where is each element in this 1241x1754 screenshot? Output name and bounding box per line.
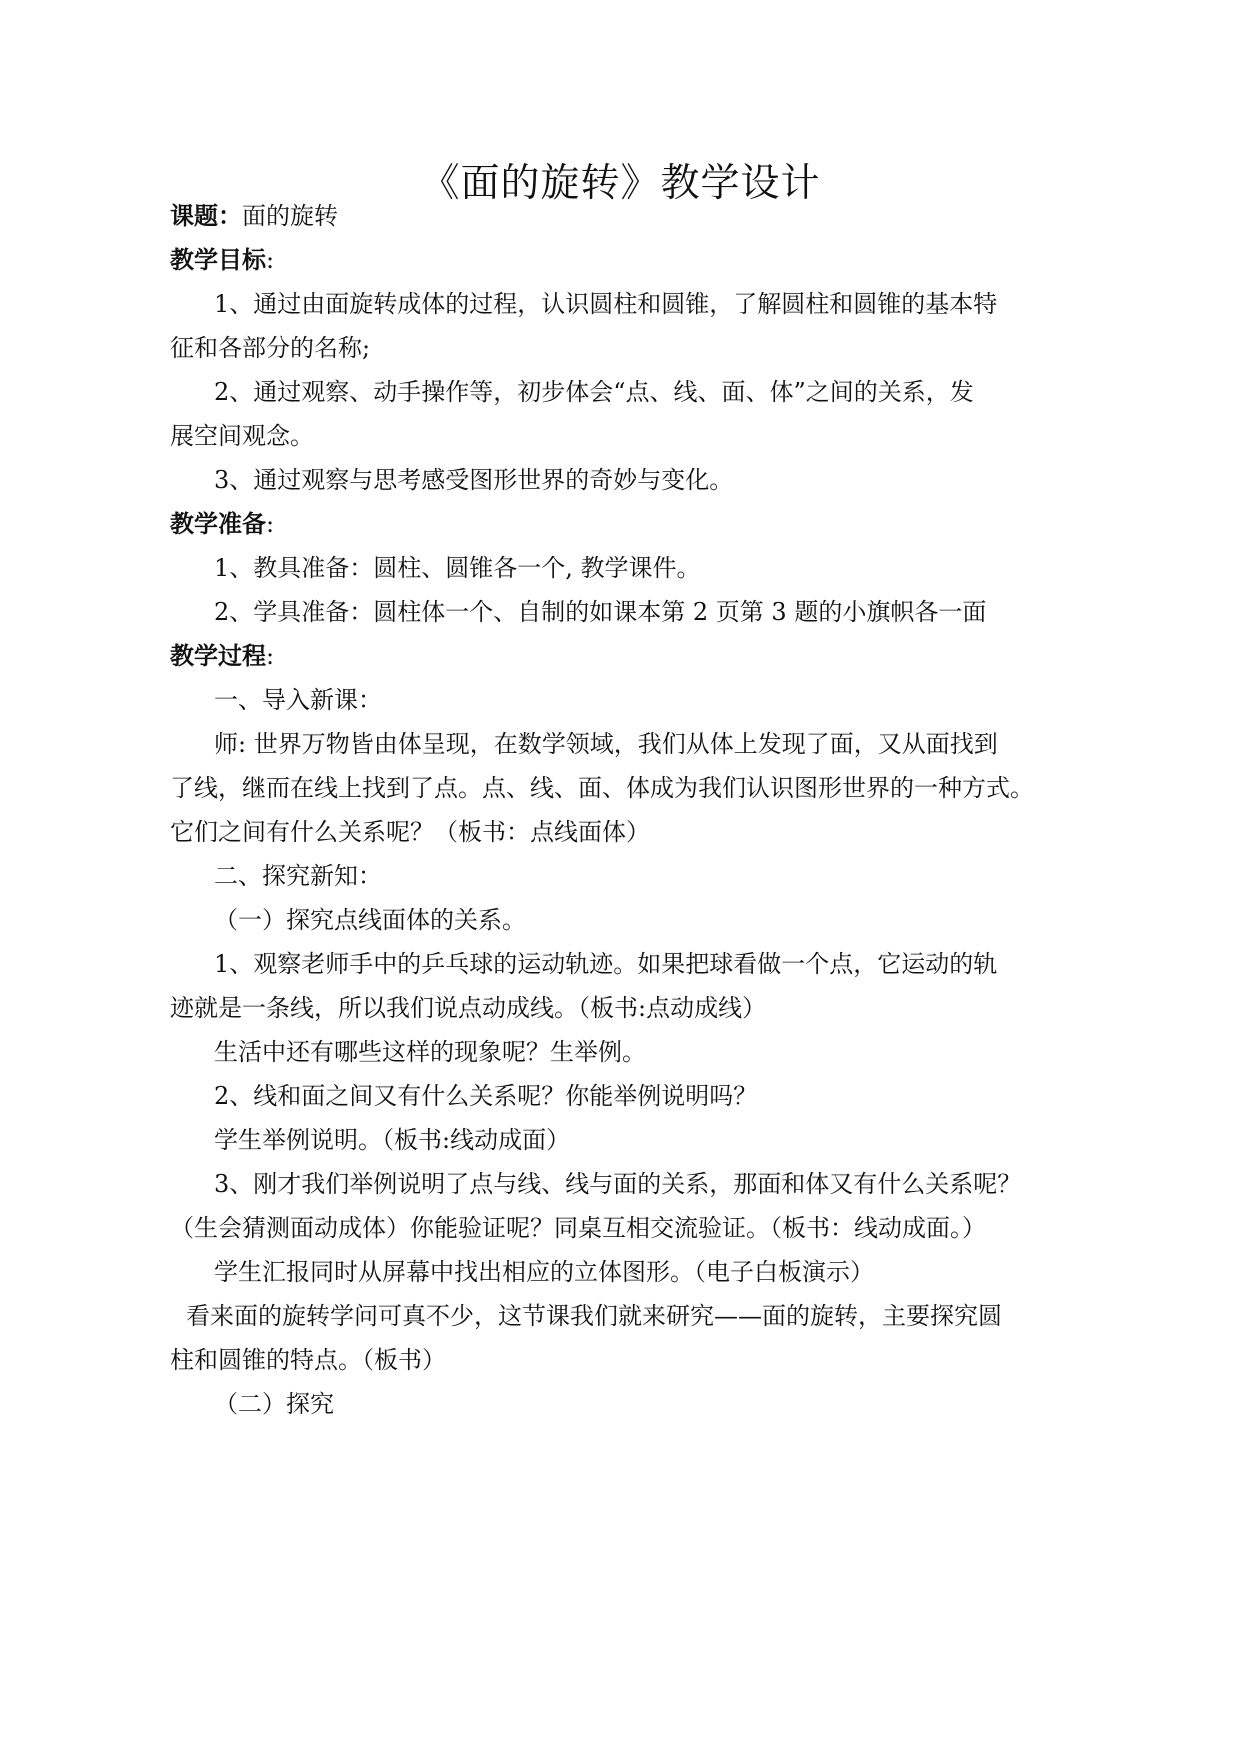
- topic-line: [170, 199, 338, 233]
- step-1-line-3: 生活中还有哪些这样的现象呢？生举例。: [214, 1038, 646, 1066]
- goals-colon: :: [266, 246, 275, 274]
- goal-2-line-1: 2、通过观察、动手操作等，初步体会“点、线、面、体”之间的关系，发: [214, 378, 974, 406]
- goal-1-line-1: 1、通过由面旋转成体的过程，认识圆柱和圆锥，了解圆柱和圆锥的基本特: [214, 290, 998, 318]
- summary-line-2: 柱和圆锥的特点。（板书）: [170, 1346, 446, 1374]
- goals-heading: 教学目标: [170, 245, 266, 274]
- teacher-line-1: 师: 世界万物皆由体呈现，在数学领域，我们从体上发现了面，又从面找到: [214, 730, 998, 758]
- process-heading: 教学过程: [170, 641, 266, 670]
- goal-2-line-2: 展空间观念。: [170, 422, 314, 450]
- topic-value: 面的旋转: [242, 202, 338, 230]
- prep-heading-line: [170, 507, 274, 541]
- prep-colon: :: [266, 510, 275, 538]
- process-heading-line: [170, 639, 274, 673]
- section-1-heading: 一、导入新课：: [214, 686, 382, 714]
- subsection-2-heading: （二）探究: [214, 1390, 334, 1418]
- section-2-heading: 二、探究新知：: [214, 862, 382, 890]
- goal-1-line-2: 征和各部分的名称;: [170, 334, 371, 362]
- teacher-line-3: 它们之间有什么关系呢？（板书：点线面体）: [170, 818, 650, 846]
- step-1-line-2: 迹就是一条线，所以我们说点动成线。（板书:点动成线）: [170, 994, 767, 1022]
- process-colon: :: [266, 642, 275, 670]
- subsection-1-heading: （一）探究点线面体的关系。: [214, 906, 526, 934]
- teacher-line-2: 了线，继而在线上找到了点。点、线、面、体成为我们认识图形世界的一种方式。: [170, 774, 1034, 802]
- prep-item-2: 2、学具准备：圆柱体一个、自制的如课本第 2 页第 3 题的小旗帜各一面: [214, 598, 987, 626]
- step-3-line-2: （生会猜测面动成体）你能验证呢？同桌互相交流验证。（板书：线动成面。）: [170, 1214, 986, 1242]
- goals-heading-line: [170, 243, 274, 277]
- step-3-line-3: 学生汇报同时从屏幕中找出相应的立体图形。（电子白板演示）: [214, 1258, 874, 1286]
- topic-label: 课题：: [170, 201, 242, 230]
- step-1-line-1: 1、观察老师手中的乒乓球的运动轨迹。如果把球看做一个点，它运动的轨: [214, 950, 998, 978]
- goal-3-line-1: 3、通过观察与思考感受图形世界的奇妙与变化。: [214, 466, 734, 494]
- step-2-line-1: 2、线和面之间又有什么关系呢？你能举例说明吗？: [214, 1082, 758, 1110]
- prep-item-1: 1、教具准备：圆柱、圆锥各一个, 教学课件。: [214, 554, 701, 582]
- step-3-line-1: 3、刚才我们举例说明了点与线、线与面的关系，那面和体又有什么关系呢？: [214, 1170, 1022, 1198]
- step-2-line-2: 学生举例说明。（板书:线动成面）: [214, 1126, 571, 1154]
- summary-line-1: 看来面的旋转学问可真不少，这节课我们就来研究——面的旋转，主要探究圆: [186, 1302, 1002, 1330]
- document-title: 《面的旋转》教学设计: [420, 161, 821, 206]
- prep-heading: 教学准备: [170, 509, 266, 538]
